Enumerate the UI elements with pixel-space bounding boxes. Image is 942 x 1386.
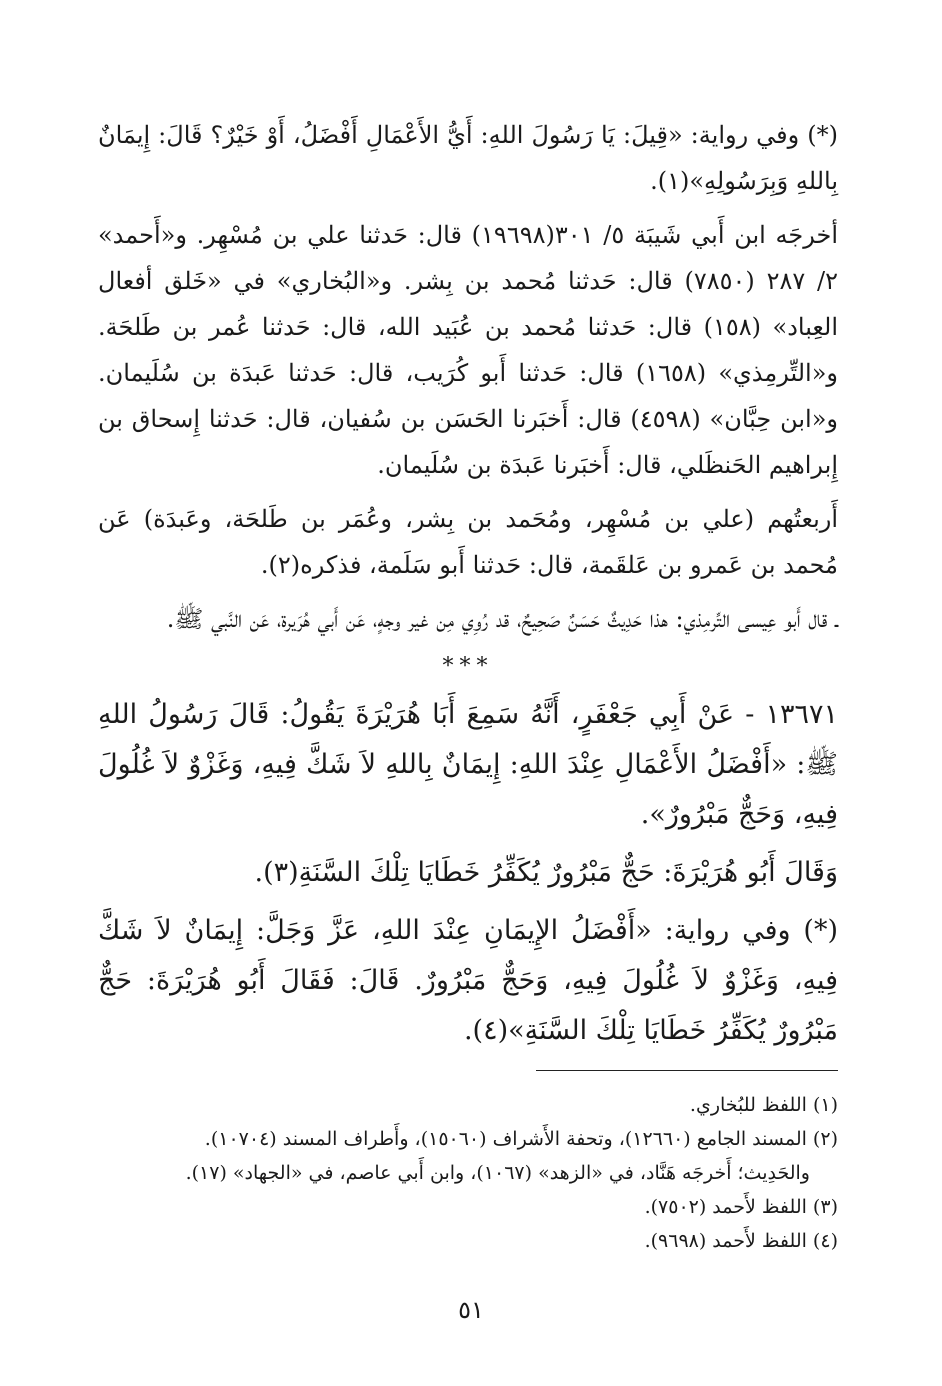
- footnote-3: (٣) اللفظ لأَحمد (٧٥٠٢).: [644, 1196, 838, 1218]
- footnote-4: (٤) اللفظ لأَحمد (٩٦٩٨).: [644, 1230, 838, 1252]
- paragraph-arbaatuhum: أَربعتُهم (علي بن مُسْهِر، ومُحَمد بن بِشر، وعُمَر بن طَلحَة، وعَبدَة) عَن مُحمد بن عَمرو بن عَلقَمة، قال: حَدثنا أَبو سَلَمة، فذكره(٢).: [98, 505, 839, 579]
- paragraph-abu-hurayra: وَقَالَ أَبُو هُرَيْرَةَ: حَجٌّ مَبْرُورٌ يُكَفِّرُ خَطَايَا تِلْكَ السَّنَةِ(٣).: [254, 857, 838, 888]
- section-separator: ***: [442, 654, 494, 679]
- footnote-2: (٢) المسند الجامع (١٢٦٦٠)، وتحفة الأَشراف (١٥٠٦٠)، وأَطراف المسند (١٠٧٠٤).: [204, 1128, 838, 1150]
- footnotes: [98, 1088, 838, 1258]
- footnote-1: (١) اللفظ للبُخاري.: [689, 1094, 838, 1116]
- paragraph-takhrij: أخرجَه ابن أَبي شَيبَة ٥/ ٣٠١(١٩٦٩٨) قال: حَدثنا علي بن مُسْهِر. و«أَحمد» ٢/ ٢٨٧ (٧٨٥٠) قال: حَدثنا مُحمد بن بِشر. و«البُخاري» في «خَلق أفعال العِباد» (١٥٨) قال: حَدثنا مُحمد بن عُبَيد الله، قال: حَدثنا عُمر بن طَلحَة. و«التِّرمِذي» (١٦٥٨) قال: حَدثنا أَبو كُرَيب، قال: حَدثنا عَبدَة بن سُلَيمان. و«ابن حِبَّان» (٤٥٩٨) قال: أَخبَرنا الحَسَن بن سُفيان، قال: حَدثنا إِسحاق بن إِبراهيم الحَنظَلي، قال: أَخبَرنا عَبدَة بن سُلَيمان.: [98, 221, 839, 479]
- hadith-13671: ١٣٦٧١ - عَنْ أَبِي جَعْفَرٍ، أَنَّهُ سَمِعَ أَبَا هُرَيْرَةَ يَقُولُ: قَالَ رَسُولُ اللهِ ﷺ: «أَفْضَلُ الأَعْمَالِ عِنْدَ اللهِ: إِيمَانٌ بِاللهِ لاَ شَكَّ فِيهِ، وَغَزْوٌ لاَ غُلُولَ فِيهِ، وَحَجٌّ مَبْرُورٌ».: [98, 699, 838, 830]
- paragraph-riwaya-2: (*) وفي رواية: «أَفْضَلُ الإِيمَانِ عِنْدَ اللهِ، عَزَّ وَجَلَّ: إِيمَانٌ لاَ شَكَّ فِيهِ، وَغَزْوٌ لاَ غُلُولَ فِيهِ، وَحَجٌّ مَبْرُورٌ. قَالَ: فَقَالَ أَبُو هُرَيْرَةَ: حَجٌّ مَبْرُورٌ يُكَفِّرُ خَطَايَا تِلْكَ السَّنَةِ»(٤).: [98, 915, 838, 1046]
- footnote-2-continued: والحَدِيث؛ أَخرجَه هَنَّاد، في «الزهد» (١٠٦٧)، وابن أَبي عاصم، في «الجهاد» (١٧).: [185, 1162, 810, 1184]
- page-body: [98, 112, 838, 1064]
- footnote-divider: [536, 1070, 838, 1071]
- paragraph-tirmidhi-comment: ـ قال أَبو عِيسى التِّرمِذي: هذا حَدِيثٌ حَسَنٌ صَحِيحٌ، قد رُوِي مِن غير وجهٍ، عَن أَبي هُرَيرة، عَن النَّبي ﷺ.: [166, 605, 838, 633]
- paragraph-riwaya-1: (*) وفي رواية: «قِيلَ: يَا رَسُولَ اللهِ: أَيُّ الأَعْمَالِ أَفْضَلُ، أَوْ خَيْرٌ؟ قَالَ: إِيمَانٌ بِاللهِ وَبِرَسُولِهِ»(١).: [98, 121, 838, 195]
- page-number: ٥١: [458, 1296, 484, 1324]
